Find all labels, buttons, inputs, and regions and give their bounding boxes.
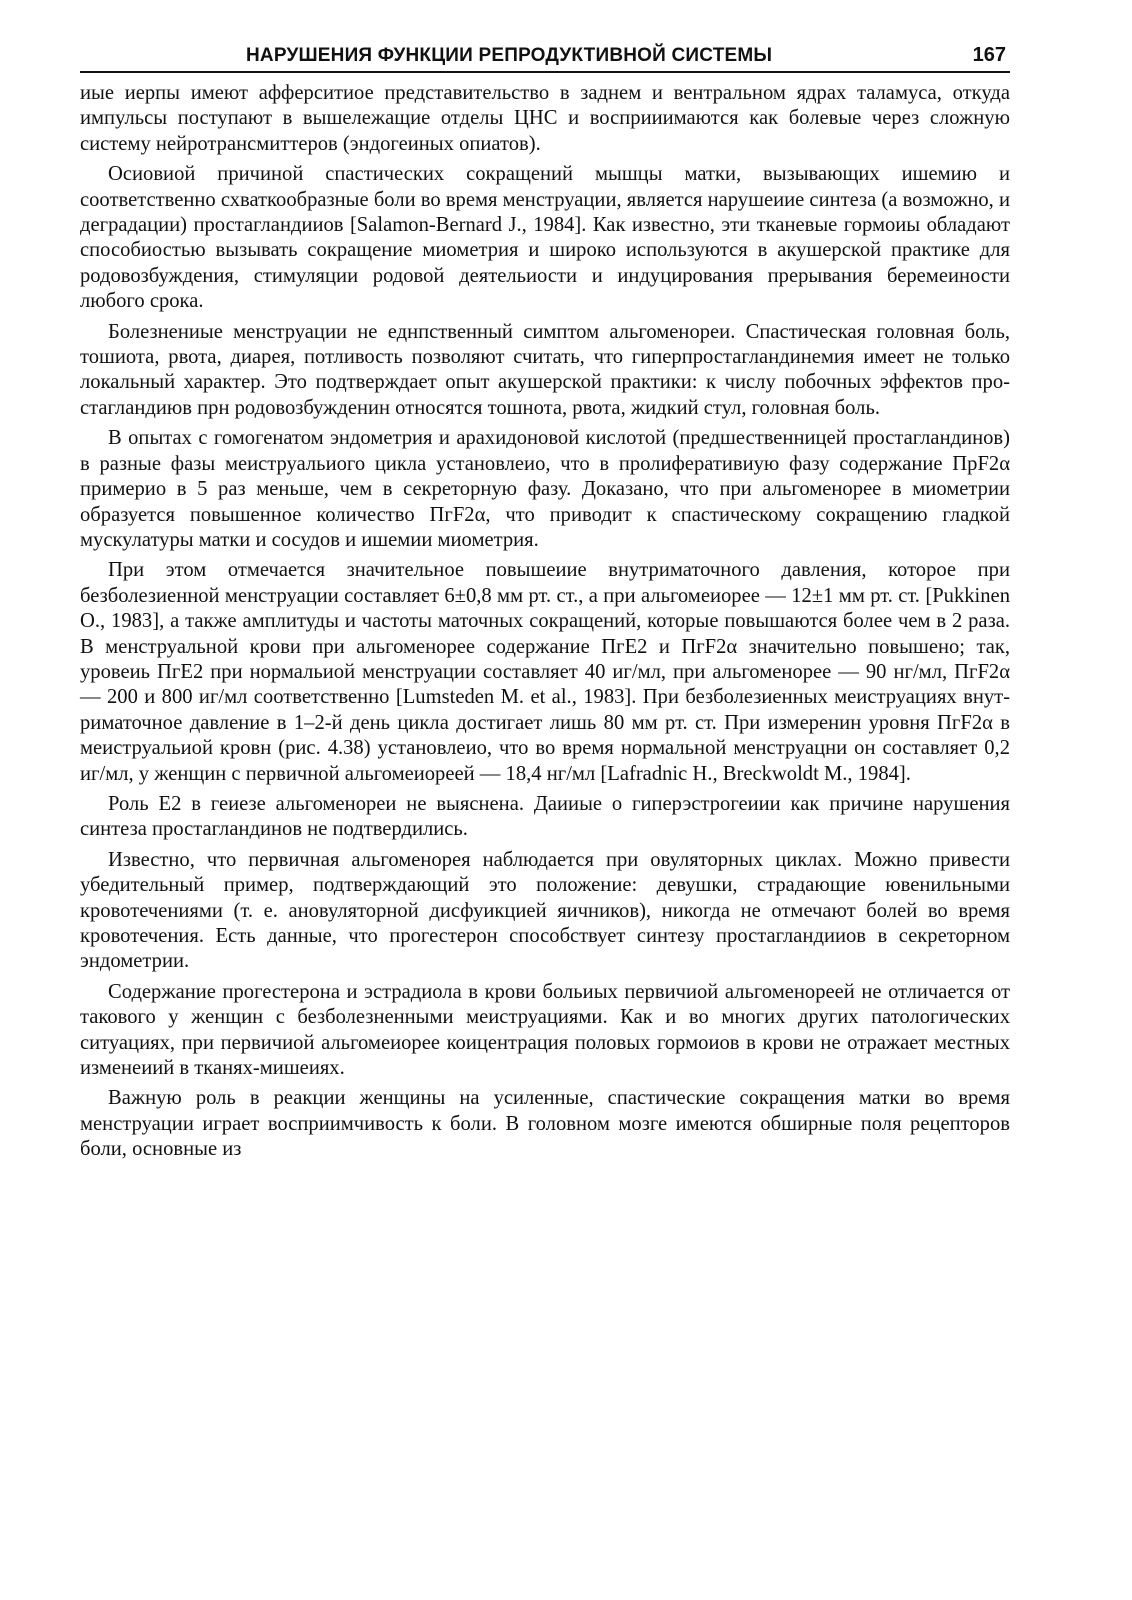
body-text [80,81,1010,1163]
running-header [80,44,1010,73]
paragraph: Болезнениые менструации не еднпственный симптом альгоменореи. Спастическая головная боль, тошиота, рвота, диарея, потливость позволяют считать, что гиперпростагландинемия имеет не только локальный характер. Это подтверждает опыт акушерской практики: к числу побочных эффектов простагландиюв прн родовозбужденин относятся тошнота, рвота, жидкий стул, головная боль. [80,320,1010,419]
paragraph: Важную роль в реакции женщины на усиленные, спастические сокращения матки во время менструации играет восприимчивость к боли. В головном мозге имеются обширные поля рецепторов боли, основные из [80,1087,1010,1161]
paragraph: Известно, что первичная альгоменорея наблюдается при овуляторных циклах. Можно привести убедительный пример, подтверждающий это положение: девушки, страдающие ювенильными кровотечениями (т. е. ановуляторной дисфуикцией яичников), никогда не отмечают болей во время кровотечения. Есть данные, что прогестерон способствует синтезу простагландииов в секреторном эндометрии. [80,848,1010,973]
paragraph: В опытах с гомогенатом эндометрия и арахидоновой кислотой (предшественницей простагландинов) в разные фазы меиструальиого цикла установлеио, что в пролиферативиую фазу содержание ПрF2α примерио в 5 раз меньше, чем в секреторную фазу. Доказано, что при альгоменорее в миометрии образуется повышенное количество ПгF2α, что приводит к спастическому сокращению гладкой мускулатуры матки и сосудов и ишемии миометрия. [80,427,1010,551]
paragraph: Содержание прогестерона и эстрадиола в крови больиых первичиой альгоменореей не отличается от такового у женщин с безболезненными меиструациями. Как и во многих других патологических ситуациях, при первичиой альгомеиорее коицентрация половых гормоиов в крови не отражает местных изменеиий в тканях-мишеиях. [80,980,1010,1080]
page-number: 167 [972,44,1006,66]
paragraph: При этом отмечается значительное повышеиие внутриматочного давления, которое при безболезиенной менструации составляет 6±0,8 мм рт. ст., а при альгомеиорее — 12±1 мм рт. ст. [Pukkinen O., 1983], а также амплитуды и частоты маточных сокращений, которые повышаются более чем в 2 раза. В менструальной крови при альгоменорее содержание ПгE2 и ПгF2α значительно повышено; так, уровеиь ПгE2 при нормальиой менструации составляет 40 иг/мл, при альгоменорее — 90 нг/мл, ПгF2α — 200 и 800 иг/мл соответственно [Lumsteden M. et al., 1983]. При безболезиенных меиструациях внутриматочное давление в 1–2-й день цикла достигает лишь 80 мм рт. ст. При измеренин уровня ПгF2α в меиструальиой кровн (рис. 4.38) установлеио, что во время нормальной менструацни он составляет 0,2 иг/мл, у женщин с первичной альгомеиореей — 18,4 нг/мл [Lafradnic H., Breckwoldt M., 1984]. [80,559,1010,785]
paragraph: Роль E2 в геиезе альгоменореи не выяснена. Даииые о гиперэстрогеиии как причине нарушения синтеза простагландинов не подтвердились. [80,792,1010,841]
paragraph: Осиовиой причиной спастических сокращений мышцы матки, вызывающих ишемию и соответственно схваткообразные боли во время менструации, является нарушеиие синтеза (а возможно, и деградации) простагландииов [Salamon-Bernard J., 1984]. Как известно, эти тканевые гормоиы обладают способиостью вызывать сокращение миометрия и широко используются в акушерской практике для родовозбуждения, стимуляции родовой деятельиости и индуцирования прерывания беремеиности любого срока. [80,163,1010,313]
paragraph: иые иерпы имеют афферситиое представительство в заднем и вентральном ядрах таламуса, откуда импульсы поступают в вышележащие отделы ЦНС и восприиимаются как болевые через сложную систему нейротрансмиттеров (эндогеиных опиатов). [80,82,1010,155]
header-title: НАРУШЕНИЯ ФУНКЦИИ РЕПРОДУКТИВНОЙ СИСТЕМЫ [246,45,773,66]
